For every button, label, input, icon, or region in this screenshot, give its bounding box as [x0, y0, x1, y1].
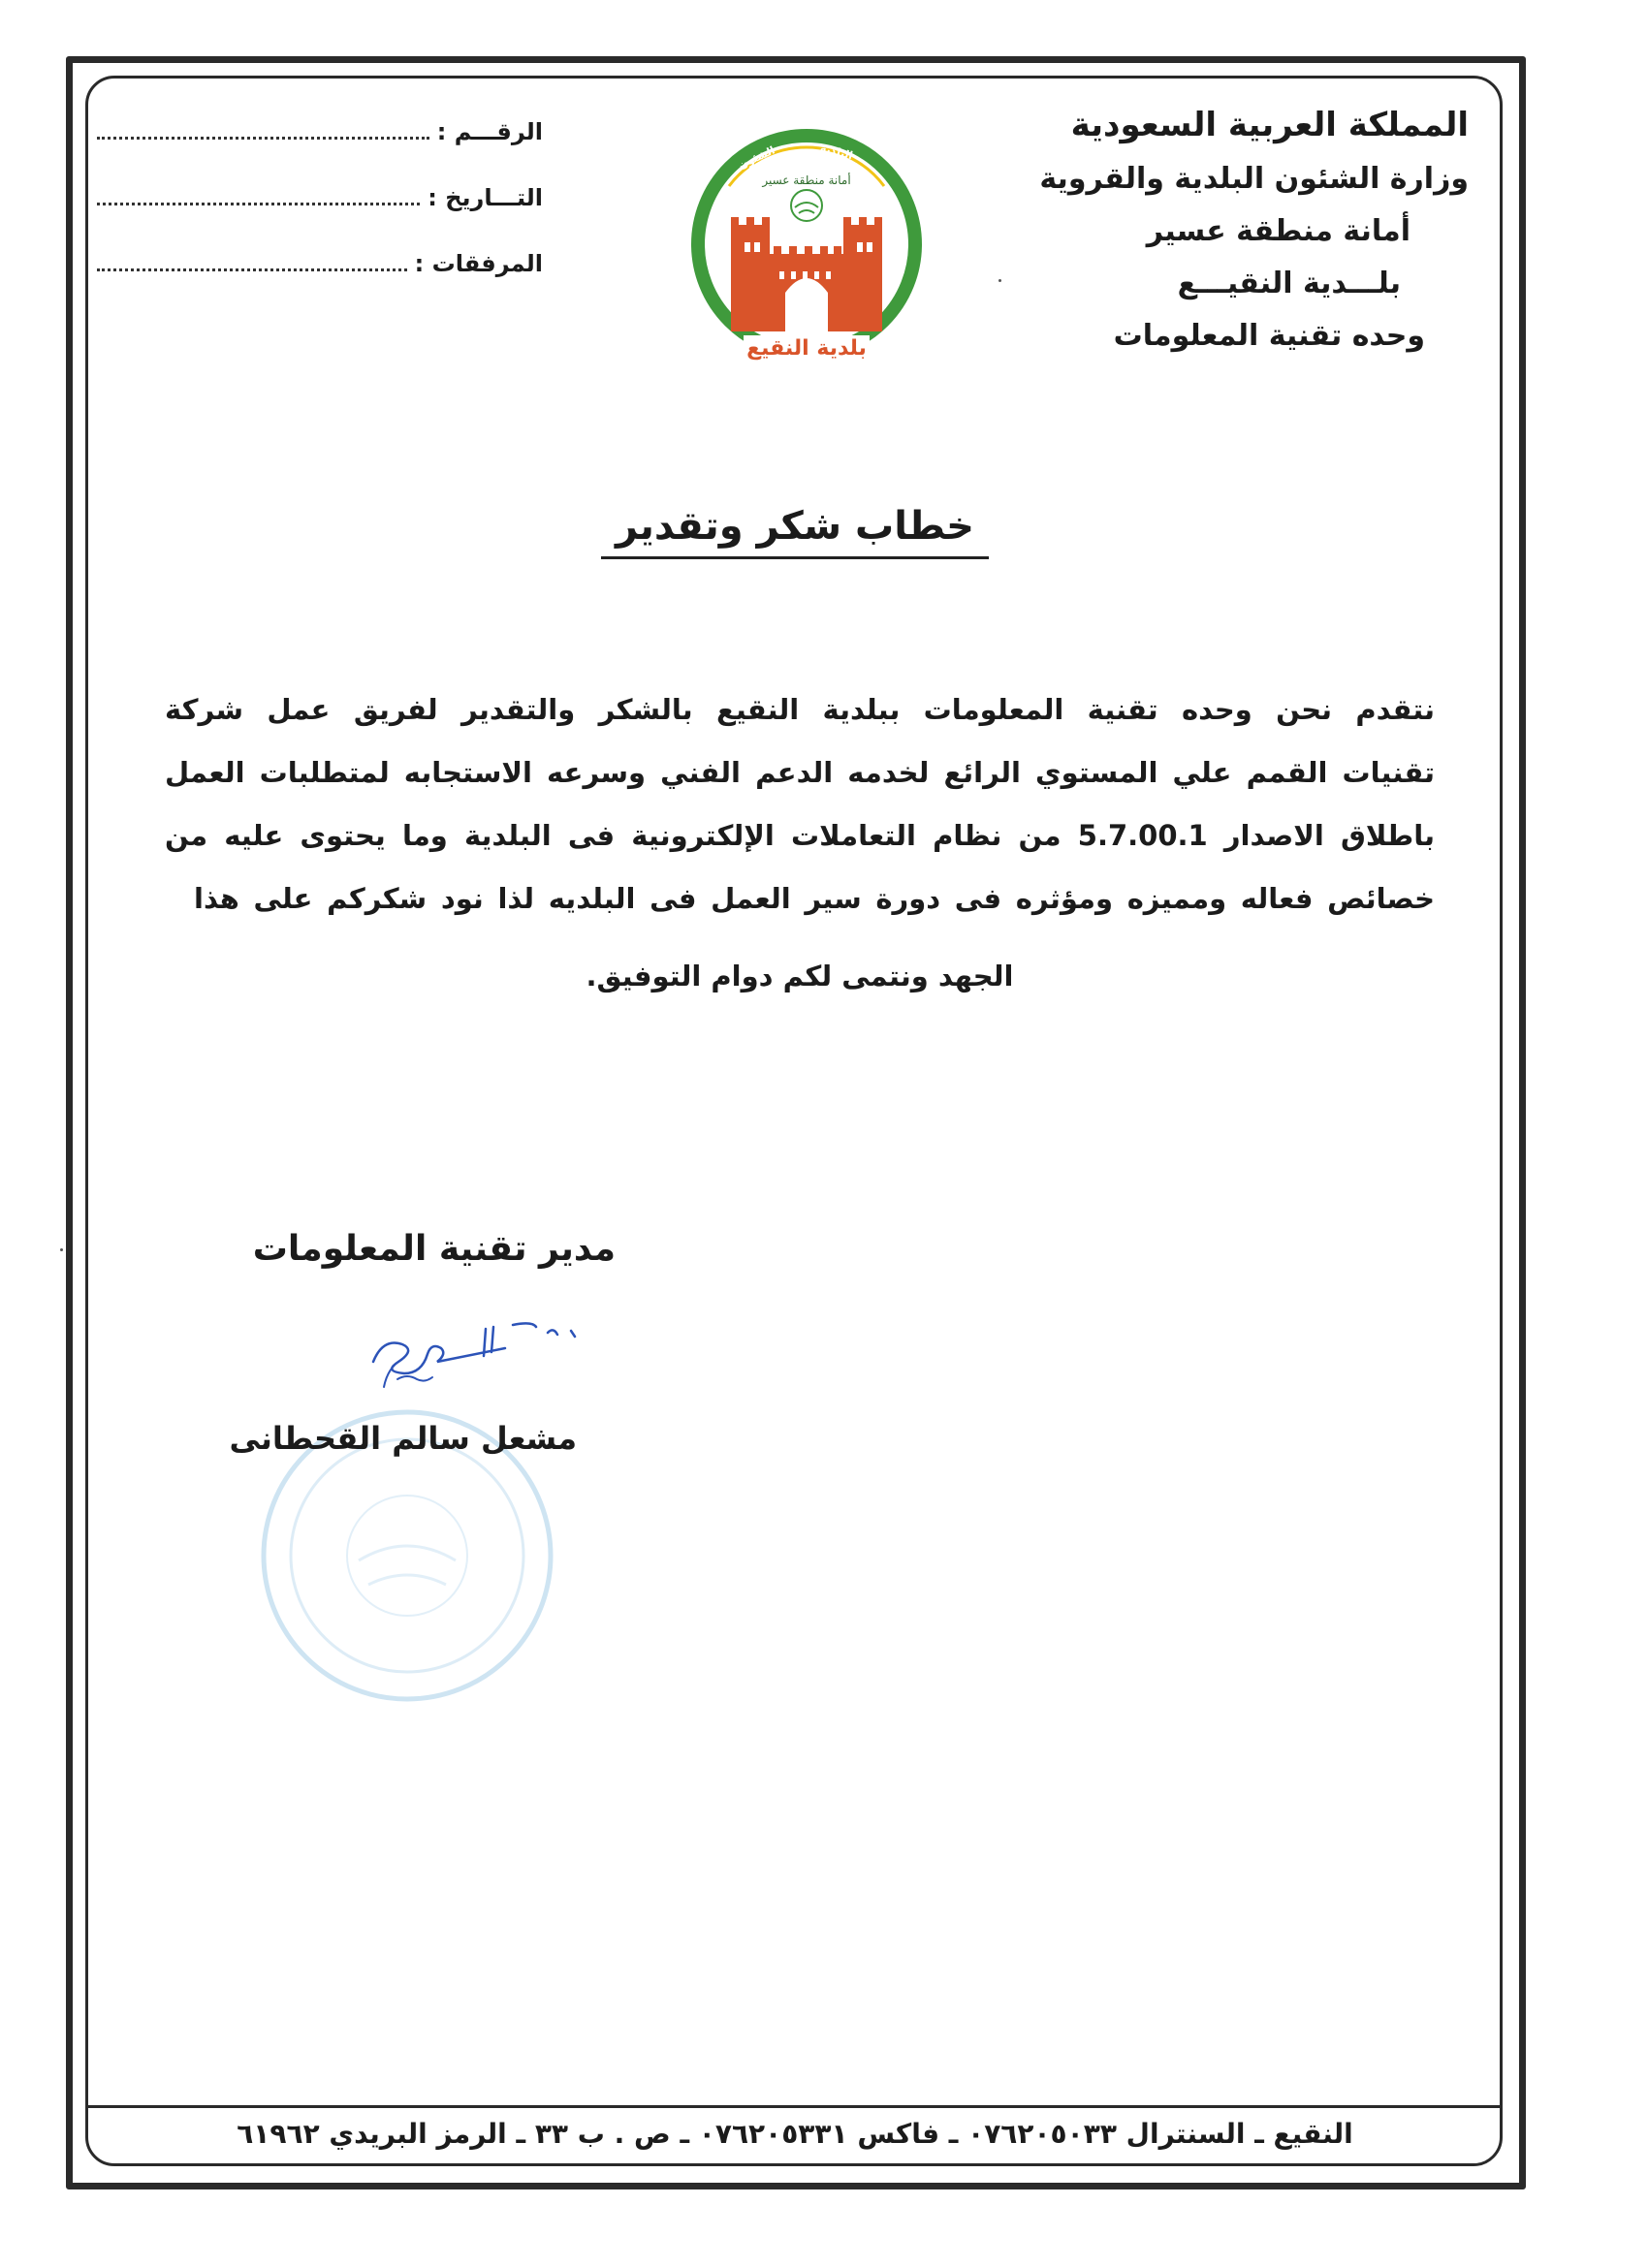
body-line-5: الجهد ونتمى لكم دوام التوفيق. — [586, 960, 1014, 992]
logo-inner-text: أمانة منطقة عسير — [762, 173, 851, 187]
letter-title-block — [582, 504, 1008, 559]
footer-divider — [88, 2105, 1500, 2108]
ref-date-row — [97, 184, 543, 231]
signatory-name: مشعل سالم القحطانى — [229, 1420, 577, 1457]
ref-attachments-blank — [97, 253, 407, 271]
scan-speck — [60, 1248, 63, 1251]
body-line-3: باطلاق الاصدار 5.7.00.1 من نظام التعاملات الإلكترونية فى البلدية وما يحتوى عليه من — [165, 819, 1435, 852]
letter-body — [165, 678, 1435, 1008]
letter-title: خطاب شكر وتقدير — [615, 504, 975, 549]
ref-date-label: التـــاريخ : — [428, 184, 543, 211]
municipality-seal-logo — [690, 128, 923, 361]
region-name: أمانة منطقة عسير — [1146, 214, 1410, 248]
ref-date-blank — [97, 187, 420, 205]
footer-contact-info: النقيع ـ السنترال ٠٧٦٢٠٥٠٣٣ ـ فاكس ٠٧٦٢٠٥٣٣١ ـ ص . ب ٣٣ ـ الرمز البريدي ٦١٩٦٢ — [237, 2118, 1353, 2150]
ref-attachments-row — [97, 250, 543, 297]
ministry-name: وزارة الشئون البلدية والقروية — [1039, 162, 1469, 196]
kingdom-name: المملكة العربية السعودية — [1070, 106, 1469, 144]
ref-number-blank — [97, 121, 429, 140]
handwritten-signature — [359, 1294, 611, 1401]
municipality-name: بلـــدية النقيـــع — [1177, 267, 1401, 300]
ref-number-label: الرقـــم : — [436, 118, 543, 145]
letterhead-organization — [926, 106, 1469, 374]
scan-speck — [998, 279, 1001, 282]
title-underline — [601, 556, 989, 559]
signatory-title: مدير تقنية المعلومات — [252, 1229, 616, 1269]
body-line-2: تقنيات القمم علي المستوي الرائع لخدمه الدعم الفني وسرعه الاستجابه لمتطلبات العمل — [165, 756, 1435, 789]
ring-word-3: وزارة — [890, 218, 908, 250]
ref-attachments-label: المرفقات : — [414, 250, 543, 277]
ring-word-2: البلدية — [818, 141, 855, 163]
page-border-inner — [85, 76, 1503, 2166]
ref-number-row — [97, 118, 543, 165]
logo-caption: بلدية النقيع — [746, 336, 867, 361]
body-line-1: نتقدم نحن وحده تقنية المعلومات ببلدية النقيع بالشكر والتقدير لفريق عمل شركة — [165, 693, 1435, 726]
body-line-4: خصائص فعاله ومميزه ومؤثره فى دورة سير العمل فى البلديه لذا نود شكركم على هذا — [194, 882, 1435, 915]
ring-word-4: والقروية — [702, 210, 723, 258]
department-name: وحده تقنية المعلومات — [1113, 319, 1425, 353]
ring-word-1: الشئون — [736, 143, 777, 173]
reference-fields — [97, 118, 543, 316]
